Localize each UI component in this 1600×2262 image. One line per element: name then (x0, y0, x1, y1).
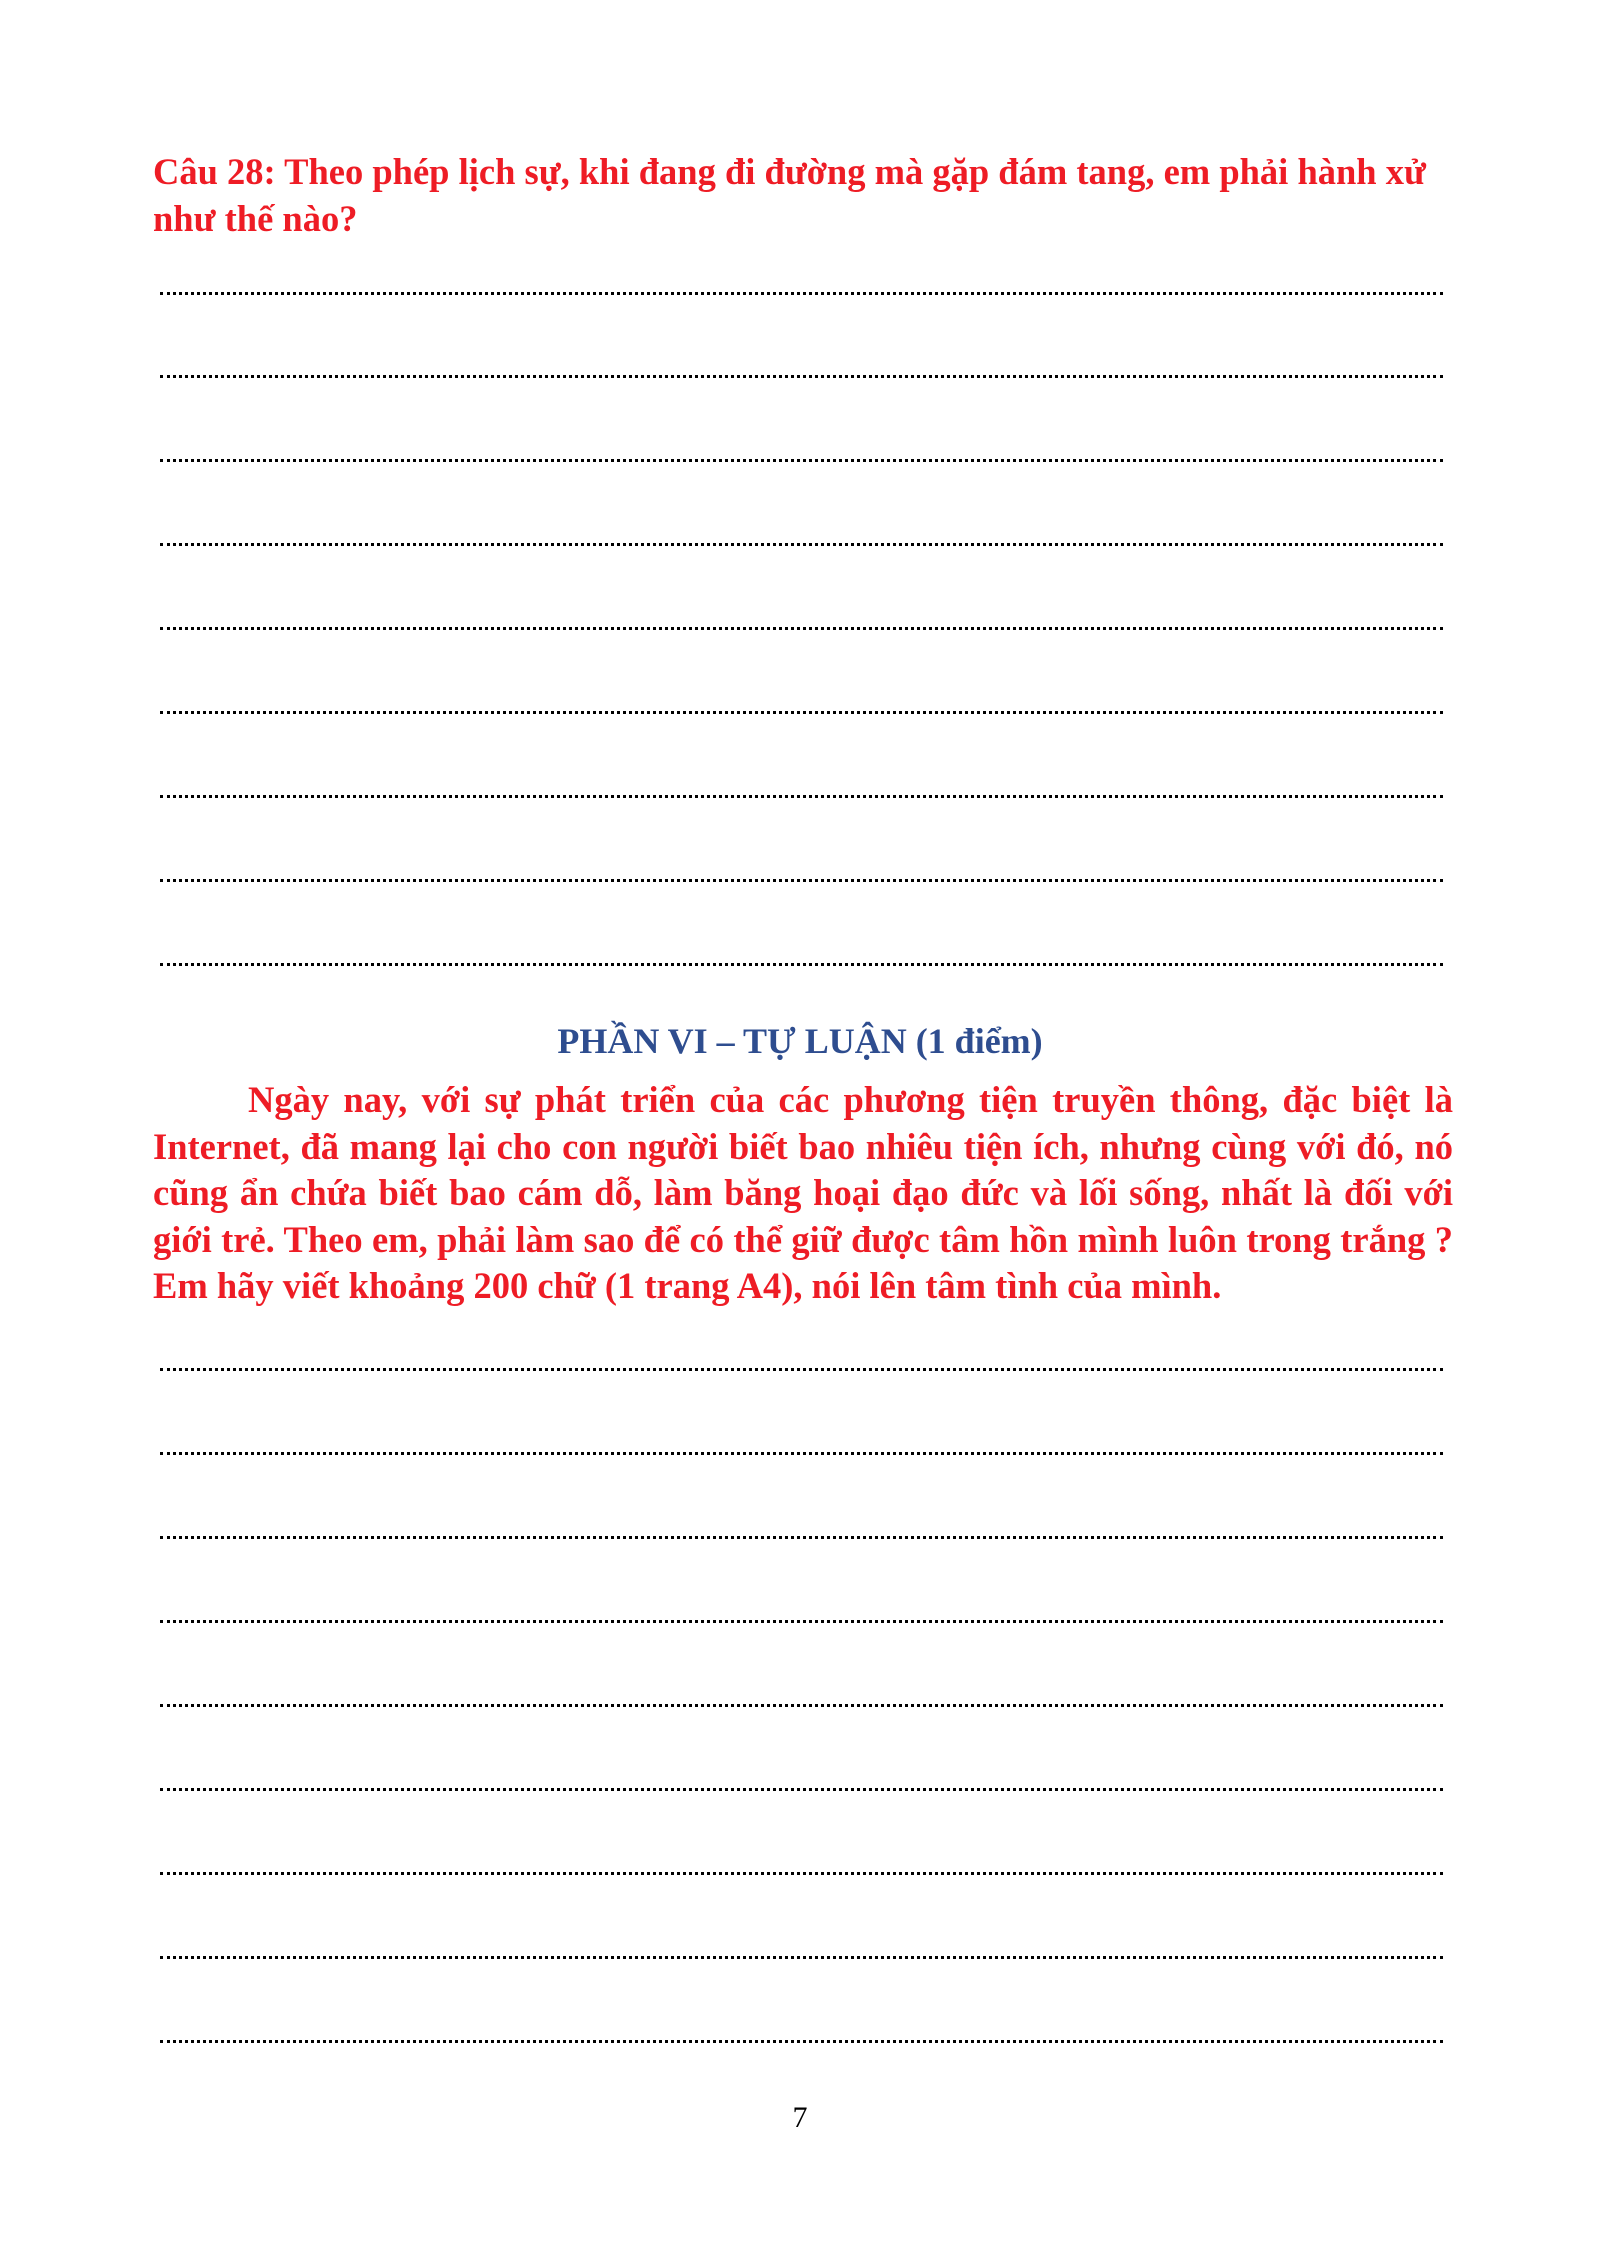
answer-line[interactable] (160, 459, 1443, 462)
answer-line[interactable] (160, 795, 1443, 798)
answer-line[interactable] (160, 963, 1443, 966)
section-title: PHẦN VI – TỰ LUẬN (1 điểm) (557, 1021, 1043, 1061)
answer-line[interactable] (160, 1872, 1443, 1875)
answer-line[interactable] (160, 1620, 1443, 1623)
answer-line[interactable] (160, 879, 1443, 882)
answer-line[interactable] (160, 1452, 1443, 1455)
answer-line[interactable] (160, 1956, 1443, 1959)
answer-line[interactable] (160, 627, 1443, 630)
essay-prompt: Ngày nay, với sự phát triển của các phương tiện truyền thông, đặc biệt là Internet, đã mang lại cho con người biết bao nhiêu tiện ích, nhưng cùng với đó, nó cũng ẩn chứa biết bao cám dỗ, làm băng hoại đạo đức và lối sống, nhất là đối với giới trẻ. Theo em, phải làm sao để có thể giữ được tâm hồn mình luôn trong trắng ? Em hãy viết khoảng 200 chữ (1 trang A4), nói lên tâm tình của mình. (153, 1079, 1453, 1306)
answer-line[interactable] (160, 1536, 1443, 1539)
answer-line[interactable] (160, 2040, 1443, 2043)
answer-line[interactable] (160, 711, 1443, 714)
answer-line[interactable] (160, 375, 1443, 378)
answer-line[interactable] (160, 292, 1443, 295)
answer-line[interactable] (160, 1368, 1443, 1371)
question-28: Câu 28: Theo phép lịch sự, khi đang đi đường mà gặp đám tang, em phải hành xử như thế nào? (153, 151, 1426, 239)
page-number: 7 (792, 2101, 808, 2134)
answer-line[interactable] (160, 1788, 1443, 1791)
answer-line[interactable] (160, 1704, 1443, 1707)
answer-line[interactable] (160, 543, 1443, 546)
